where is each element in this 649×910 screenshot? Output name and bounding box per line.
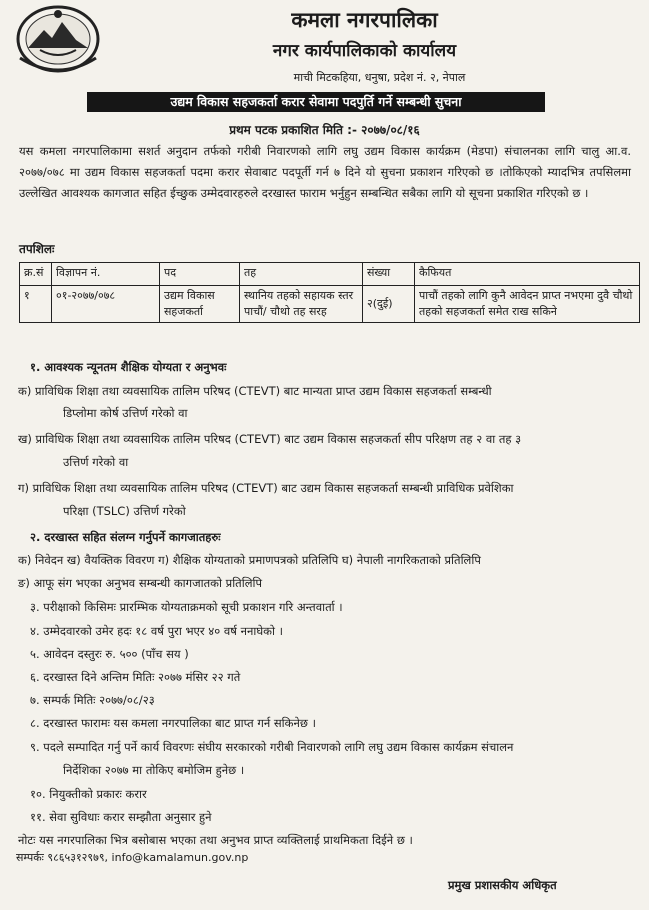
cell-count: २(दुई) [363,286,415,323]
job-description-line2: निर्देशिका २०७७ मा तोकिए बमोजिम हुनेछ । [63,763,245,777]
age-limit: ४. उम्मेदवारको उमेर हदः १८ वर्ष पुरा भएर ४० वर्ष ननाघेको । [30,624,283,638]
deadline: ६. दरखास्त दिने अन्तिम मितिः २०७७ मंसिर २२ गते [30,670,241,684]
publish-date: प्रथम पटक प्रकाशित मिति :- २०७७/०८/१६ [229,123,420,137]
office-name: नगर कार्यपालिकाको कार्यालय [272,41,457,61]
qualification-c-line2: परिक्षा (TSLC) उत्तिर्ण गरेको [63,504,186,518]
col-count: संख्या [363,263,415,286]
appointment-type: १०. नियुक्तीको प्रकारः करार [30,787,147,801]
signature-title: प्रमुख प्रशासकीय अधिकृत [448,878,557,892]
note: नोटः यस नगरपालिका भित्र बसोबास भएका तथा अनुभव प्राप्त व्यक्तिलाई प्राथमिकता दिईने छ । [18,833,413,847]
col-serial: क्र.सं [20,263,52,286]
documents-line2: ङ) आफू संग भएका अनुभव सम्बन्धी कागजातको प्रतिलिपि [18,576,263,590]
section-documents-title: २. दरखास्त सहित संलग्न गर्नुपर्ने कागजातहरुः [30,530,221,544]
section-qualification-title: १. आवश्यक न्यूनतम शैक्षिक योग्यता र अनुभवः [30,360,227,374]
service-benefits: ११. सेवा सुविधाः करार सम्झौता अनुसार हुने [30,810,212,824]
col-post: पद [160,263,240,286]
cell-level: स्थानिय तहको सहायक स्तर पाचौं/ चौथो तह सरह [240,286,363,323]
cell-ad-number: ०१-२०७७/०७८ [52,286,160,323]
exam-type: ३. परीक्षाको किसिमः प्रारम्भिक योग्यताक्रमको सूची प्रकाशन गरि अन्तवार्ता । [30,600,343,614]
qualification-a-line1: क) प्राविधिक शिक्षा तथा व्यवसायिक तालिम परिषद (CTEVT) बाट मान्यता प्राप्त उद्यम विकास सहजकर्ता सम्बन्धी [18,384,492,398]
qualification-b-line2: उत्तिर्ण गरेको वा [63,455,129,469]
contact-date: ७. सम्पर्क मितिः २०७७/०८/२३ [30,693,155,707]
col-ad-number: विज्ञापन नं. [52,263,160,286]
qualification-a-line2: डिप्लोमा कोर्ष उत्तिर्ण गरेको वा [63,406,188,420]
job-description-line1: ९. पदले सम्पादित गर्नु पर्ने कार्य विवरणः संघीय सरकारको गरीबी निवारणको लागि लघु उद्यम विकास कार्यक्रम संचालन [30,740,514,754]
details-label: तपशिलः [19,242,55,256]
notice-title: उद्यम विकास सहजकर्ता करार सेवामा पदपुर्ति गर्ने सम्बन्धी सुचना [87,92,545,112]
table-header-row [20,263,640,286]
documents-line1: क) निवेदन ख) वैयक्तिक विवरण ग) शैक्षिक योग्यताको प्रमाणपत्रको प्रतिलिपि घ) नेपाली नागरिकताको प्रतिलिपि [18,553,481,567]
qualification-c-line1: ग) प्राविधिक शिक्षा तथा व्यवसायिक तालिम परिषद (CTEVT) बाट उद्यम विकास सहजकर्ता सम्बन्धी प्राविधिक प्रवेशिका [18,481,514,495]
col-remarks: कैफियत [415,263,640,286]
contact-info: सम्पर्कः ९८६५३१२९७९, info@kamalamun.gov.np [16,851,249,864]
org-name: कमला नगरपालिका [291,8,438,32]
office-address: माची मिटकहिया, धनुषा, प्रदेश नं. २, नेपाल [293,71,466,84]
vacancy-table [19,262,640,323]
col-level: तह [240,263,363,286]
table-row [20,286,640,323]
cell-serial: १ [20,286,52,323]
cell-remarks: पाचौं तहको लागि कुनै आवेदन प्राप्त नभएमा दुवै चौथो तहको सहजकर्ता समेत राख सकिने [415,286,640,323]
qualification-b-line1: ख) प्राविधिक शिक्षा तथा व्यवसायिक तालिम परिषद (CTEVT) बाट उद्यम विकास सहजकर्ता सीप परिक्षण तह २ वा तह ३ [18,432,522,446]
application-fee: ५. आवेदन दस्तुरः रु. ५०० (पाँच सय ) [30,647,189,661]
cell-post: उद्यम विकास सहजकर्ता [160,286,240,323]
application-form: ८. दरखास्त फारामः यस कमला नगरपालिका बाट प्राप्त गर्न सकिनेछ । [30,716,316,730]
intro-paragraph: यस कमला नगरपालिकामा सशर्त अनुदान तर्फको गरीबी निवारणको लागि लघु उद्यम विकास कार्यक्रम (मेडपा) संचालनका लागि चालु आ.व. २०७७/०७८ मा उद्यम विकास सहजकर्ता पदमा करार सेवाबाट पदपूर्ती गर्न ७ दिने यो सुचना प्रकाशन गरिएको छ ।तोकिएको म्यादभित्र तपसिलमा उल्लेखित आवश्यक कागजात सहित ईच्छुक उम्मेदवारहरुले दरखास्त फाराम भर्नुहुन सम्बन्धित सबैका लागि यो सूचना प्रकाशित गरिएको छ । [19,144,631,200]
